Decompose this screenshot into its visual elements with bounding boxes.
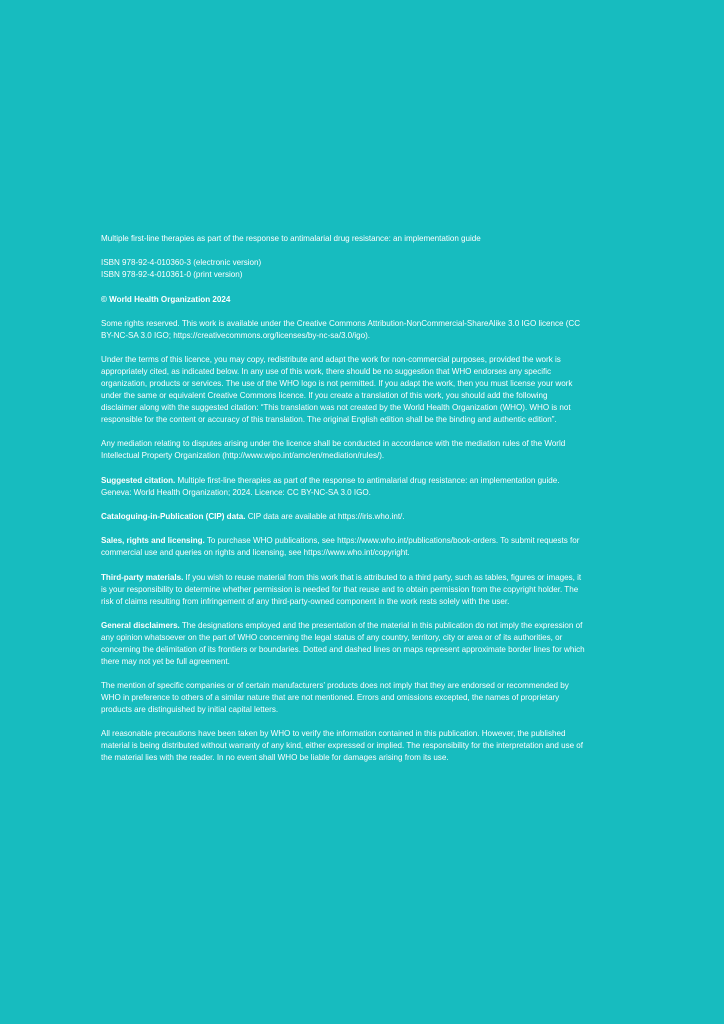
publication-title: Multiple first-line therapies as part of the response to antimalarial drug resistance: an implementation guide xyxy=(101,234,481,243)
mediation-paragraph: Any mediation relating to disputes arising under the licence shall be conducted in accordance with the mediation rules of the World Intellectual Property Organization (http://www.wipo.int/amc/en/mediation/rules/). xyxy=(101,439,566,461)
rights-paragraph: Some rights reserved. This work is available under the Creative Commons Attribution-NonCommercial-ShareAlike 3.0 IGO licence (CC BY-NC-SA 3.0 IGO; https://creativecommons.org/licenses/by-nc-sa/3.0/igo). xyxy=(101,319,581,341)
precautions-paragraph: All reasonable precautions have been taken by WHO to verify the information contained in this publication. However, the published material is being distributed without warranty of any kind, either expressed or implied. The responsibility for the interpretation and use of the material lies with the reader. In no event shall WHO be liable for damages arising from its use. xyxy=(101,729,584,763)
imprint-content xyxy=(101,233,585,777)
isbn-print: ISBN 978-92-4-010361-0 (print version) xyxy=(101,270,243,280)
copyright-notice: © World Health Organization 2024 xyxy=(101,294,231,304)
sales-lead: Sales, rights and licensing. xyxy=(101,536,205,546)
isbn-electronic: ISBN 978-92-4-010360-3 (electronic version) xyxy=(101,258,262,268)
third-party-text: If you wish to reuse material from this work that is attributed to a third party, such as tables, figures or images, it is your responsibility to determine whether permission is needed for that reuse and to obtain permission from the copyright holder. The risk of claims resulting from infringement of any third-party-owned component in the work rests solely with the user. xyxy=(101,572,582,606)
cataloguing-lead: Cataloguing-in-Publication (CIP) data. xyxy=(101,512,246,521)
disclaimers-text: The designations employed and the presentation of the material in this publication do not imply the expression of any opinion whatsoever on the part of WHO concerning the legal status of any country, territory, city or area or of its authorities, or concerning the delimitation of its frontiers or boundaries. Dotted and dashed lines on maps represent approximate border lines for which there may not yet be full agreement. xyxy=(101,620,585,666)
sales-text: To purchase WHO publications, see https://www.who.int/publications/book-orders. To submit requests for commercial use and queries on rights and licensing, see https://www.who.int/copyright. xyxy=(101,536,580,558)
cataloguing-text: CIP data are available at https://iris.who.int/. xyxy=(245,512,405,521)
disclaimers-lead: General disclaimers. xyxy=(101,620,180,630)
third-party-lead: Third-party materials. xyxy=(101,572,184,582)
isbn-block xyxy=(101,257,585,281)
suggested-citation xyxy=(101,475,585,499)
suggested-citation-text: Multiple first-line therapies as part of the response to antimalarial drug resistance: an implementation guide. Geneva: World Health Organization; 2024. Licence: CC BY-NC-SA 3.0 IGO. xyxy=(101,475,560,497)
terms-paragraph: Under the terms of this licence, you may copy, redistribute and adapt the work for non-commercial purposes, provided the work is appropriately cited, as indicated below. In any use of this work, there should be no suggestion that WHO endorses any specific organization, products or services. The use of the WHO logo is not permitted. If you adapt the work, then you must license your work under the same or equivalent Creative Commons licence. If you create a translation of this work, you should add the following disclaimer along with the suggested citation: “This translation was not created by the World Health Organization (WHO). WHO is not responsible for the content or accuracy of this translation. The original English edition shall be the binding and authentic edition”. xyxy=(101,355,573,424)
third-party-paragraph xyxy=(101,572,585,608)
disclaimers-paragraph xyxy=(101,620,585,668)
sales-paragraph xyxy=(101,535,585,559)
companies-paragraph: The mention of specific companies or of certain manufacturers’ products does not imply that they are endorsed or recommended by WHO in preference to others of a similar nature that are not mentioned. Errors and omissions excepted, the names of proprietary products are distinguished by initial capital letters. xyxy=(101,681,569,714)
cataloguing-paragraph xyxy=(101,511,585,523)
suggested-citation-lead: Suggested citation. xyxy=(101,475,176,485)
